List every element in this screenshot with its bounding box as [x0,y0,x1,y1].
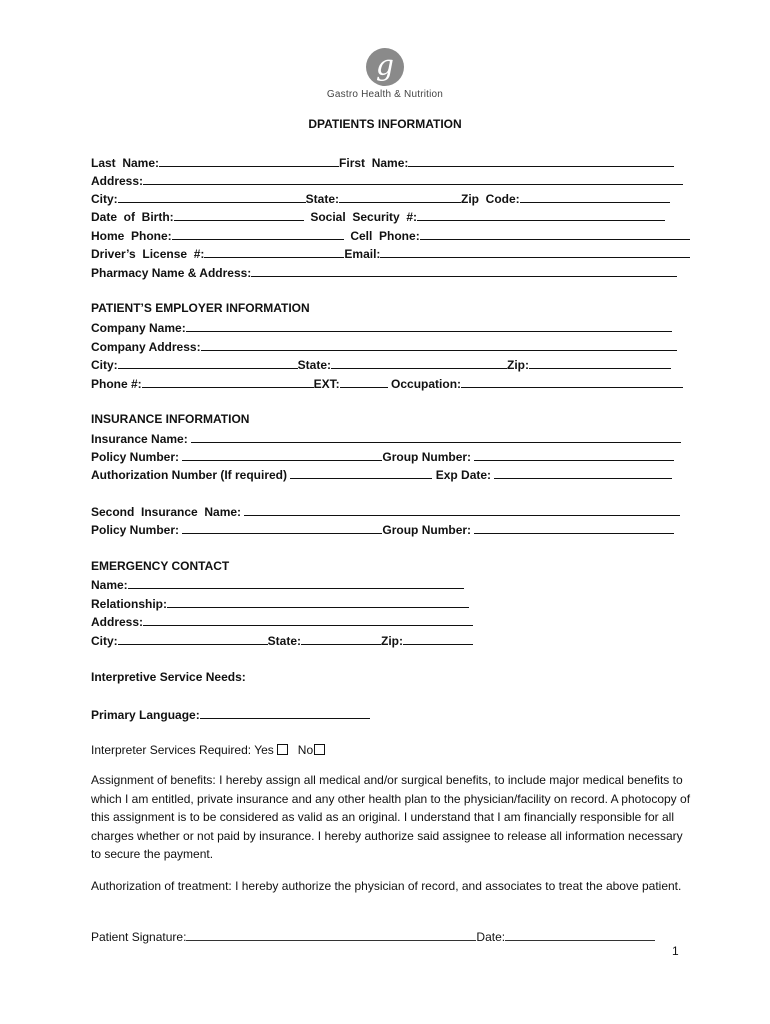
second-insurance-field[interactable] [244,504,680,516]
authorization-paragraph: Authorization of treatment: I hereby authorize the physician of record, and associates to treat the above patient. [91,879,682,893]
row-phone [91,228,690,243]
page-number: 1 [672,944,679,958]
row-second-insurance [91,504,680,519]
last-name-label: Last Name: [91,156,160,170]
logo-letter: g [376,49,394,82]
row-authorization [91,467,672,482]
interpretive-label: Interpretive Service Needs: [91,670,246,684]
employer-zip-field[interactable] [529,357,671,369]
second-policy-field[interactable] [182,522,382,534]
company-address-label: Company Address: [91,340,201,354]
occupation-label: Occupation: [391,377,462,391]
emergency-state-field[interactable] [301,633,381,645]
group-field[interactable] [474,449,674,461]
row-company-name [91,320,672,335]
dob-field[interactable] [174,209,304,221]
date-field[interactable] [505,929,655,941]
employer-city-label: City: [91,358,118,372]
date-label: Date: [476,930,506,944]
emergency-address-label: Address: [91,615,144,629]
ssn-label: Social Security #: [310,210,418,224]
primary-language-field[interactable] [200,707,370,719]
row-insurance-name [91,431,681,446]
emergency-zip-field[interactable] [403,633,473,645]
emergency-city-field[interactable] [118,633,268,645]
employer-state-label: State: [297,358,332,372]
row-employer-city [91,357,671,372]
row-pharmacy [91,265,677,280]
policy-field[interactable] [182,449,382,461]
row-relationship [91,596,469,611]
license-field[interactable] [204,246,344,258]
row-city [91,191,670,206]
address-label: Address: [91,174,144,188]
row-license [91,246,690,261]
last-name-field[interactable] [159,155,339,167]
emergency-address-field[interactable] [143,614,473,626]
row-emergency-name [91,577,464,592]
second-group-field[interactable] [474,522,674,534]
pharmacy-field[interactable] [251,265,677,277]
occupation-field[interactable] [461,376,683,388]
home-phone-label: Home Phone: [91,229,172,243]
company-address-field[interactable] [201,339,677,351]
cell-phone-label: Cell Phone: [350,229,420,243]
ssn-field[interactable] [417,209,665,221]
emergency-city-label: City: [91,634,118,648]
zip-label: Zip Code: [461,192,520,206]
row-dob [91,209,665,224]
emergency-state-label: State: [267,634,302,648]
yes-checkbox[interactable] [277,744,288,755]
emergency-name-field[interactable] [128,577,464,589]
row-address [91,173,683,188]
company-name-label: Company Name: [91,321,186,335]
pharmacy-label: Pharmacy Name & Address: [91,266,252,280]
relationship-label: Relationship: [91,597,168,611]
auth-label: Authorization Number (If required) [91,468,287,482]
address-field[interactable] [143,173,683,185]
dob-label: Date of Birth: [91,210,174,224]
row-primary-language [91,707,370,722]
no-checkbox[interactable] [314,744,325,755]
state-label: State: [305,192,340,206]
policy-label: Policy Number: [91,450,180,464]
row-employer-phone [91,376,683,391]
exp-label: Exp Date: [435,468,492,482]
cell-phone-field[interactable] [420,228,690,240]
signature-label: Patient Signature: [91,930,187,944]
emergency-name-label: Name: [91,578,128,592]
row-interpreter-required [91,743,325,757]
employer-state-field[interactable] [331,357,507,369]
ext-label: EXT: [313,377,340,391]
row-emergency-address [91,614,473,629]
row-second-policy [91,522,674,537]
signature-field[interactable] [186,929,476,941]
second-group-label: Group Number: [382,523,472,537]
insurance-heading: INSURANCE INFORMATION [91,412,250,426]
page-title: DPATIENTS INFORMATION [308,117,462,131]
emergency-heading: EMERGENCY CONTACT [91,559,230,573]
logo-text: Gastro Health & Nutrition [326,89,444,100]
email-label: Email: [344,247,381,261]
row-name [91,155,674,170]
first-name-label: First Name: [339,156,409,170]
email-field[interactable] [380,246,690,258]
row-company-address [91,339,677,354]
emergency-zip-label: Zip: [381,634,404,648]
gastro-logo [366,48,404,86]
row-emergency-city [91,633,473,648]
city-field[interactable] [118,191,306,203]
relationship-field[interactable] [167,596,469,608]
insurance-name-label: Insurance Name: [91,432,188,446]
second-policy-label: Policy Number: [91,523,180,537]
no-label: No [297,743,314,757]
interpreter-required-label: Interpreter Services Required: Yes [91,743,274,757]
second-insurance-label: Second Insurance Name: [91,505,242,519]
employer-heading: PATIENT’S EMPLOYER INFORMATION [91,301,310,315]
group-label: Group Number: [382,450,472,464]
row-policy [91,449,674,464]
city-label: City: [91,192,118,206]
insurance-name-field[interactable] [191,431,681,443]
license-label: Driver’s License #: [91,247,205,261]
employer-phone-label: Phone #: [91,377,142,391]
company-name-field[interactable] [186,320,672,332]
exp-field[interactable] [494,467,672,479]
ext-field[interactable] [340,376,388,388]
assignment-paragraph: Assignment of benefits: I hereby assign all medical and/or surgical benefits, to include major medical benefits to which I am entitled, private insurance and any other health plan to the physician/facility on record. A photocopy of this assignment is to be considered as valid as an original. I understand that I am financially responsible for all charges whether or not paid by insurance. I hereby authorize said assignee to release all information necessary to secure the payment. [91,773,691,861]
first-name-field[interactable] [408,155,674,167]
state-field[interactable] [339,191,461,203]
zip-field[interactable] [520,191,670,203]
primary-language-label: Primary Language: [91,708,200,722]
home-phone-field[interactable] [172,228,344,240]
auth-field[interactable] [290,467,432,479]
employer-phone-field[interactable] [142,376,314,388]
employer-city-field[interactable] [118,357,298,369]
employer-zip-label: Zip: [507,358,530,372]
row-signature [91,929,655,944]
